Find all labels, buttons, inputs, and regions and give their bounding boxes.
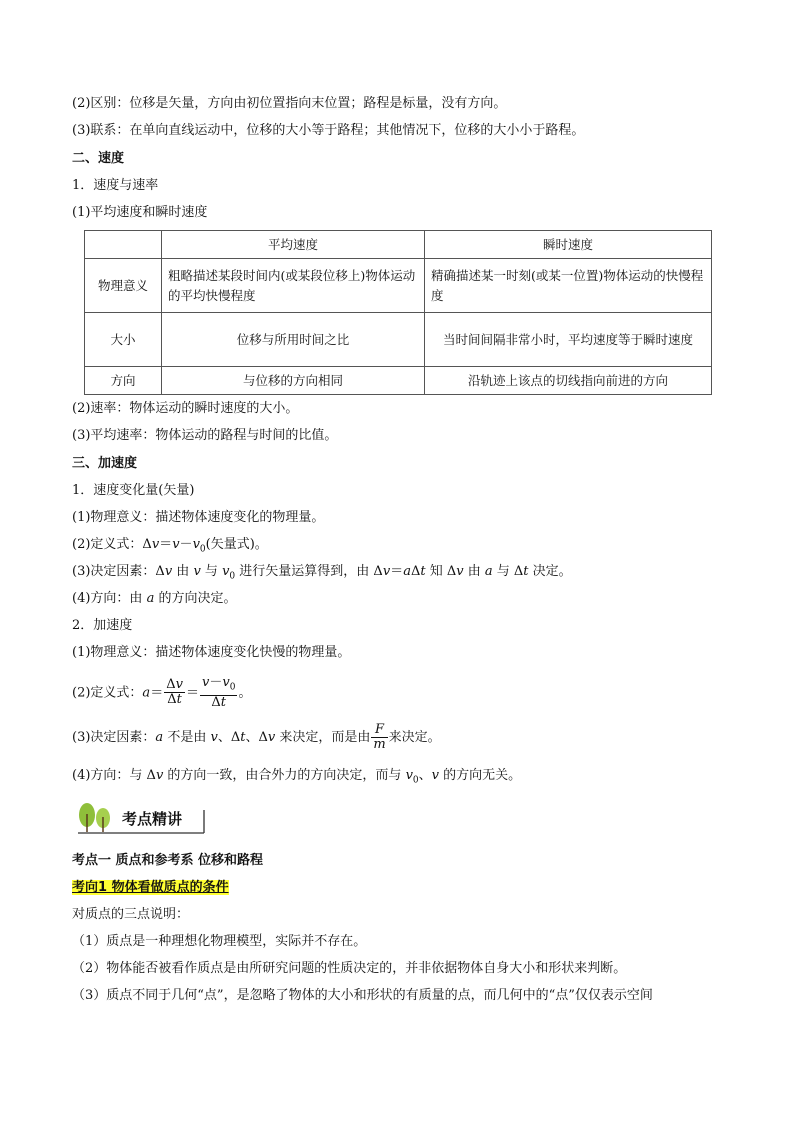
- text-line: (2)速率：物体运动的瞬时速度的大小。: [72, 401, 299, 416]
- text-line: (1)物理意义：描述物体速度变化的物理量。: [72, 510, 325, 525]
- text-line: 1．速度变化量(矢量): [72, 483, 195, 498]
- badge-label: 考点精讲: [122, 810, 183, 828]
- speed-table: [84, 230, 712, 395]
- table-cell: 与位移的方向相同: [162, 367, 425, 395]
- text-line: 2．加速度: [72, 618, 133, 633]
- row-label: 物理意义: [85, 259, 162, 313]
- section-heading-speed: 二、速度: [72, 151, 125, 166]
- text-line: 对质点的三点说明：: [72, 907, 190, 922]
- table-cell: 当时间间隔非常小时，平均速度等于瞬时速度: [425, 313, 712, 367]
- text-line: 1．速度与速率: [72, 178, 159, 193]
- row-label: 方向: [85, 367, 162, 395]
- kaodian-title: 考点一 质点和参考系 位移和路程: [72, 853, 264, 868]
- formula-line-acc-def: (2)定义式：a＝ $\frac{\Delta v}{\Delta t}$ ＝ $\frac{v-v_0}{\Delta t}$ 。: [72, 675, 252, 710]
- section-badge: [74, 802, 206, 836]
- table-cell: 位移与所用时间之比: [162, 313, 425, 367]
- formula-line-definition: (2)定义式：$\Delta v=v-v_0$(矢量式)。: [72, 537, 268, 555]
- text-line: （1）质点是一种理想化物理模型，实际并不存在。: [72, 934, 367, 949]
- section-heading-acceleration: 三、加速度: [72, 456, 138, 471]
- formula-line-direction: (4)方向：由 a 的方向决定。: [72, 591, 237, 606]
- text-line: (1)物理意义：描述物体速度变化快慢的物理量。: [72, 645, 351, 660]
- table-header: 平均速度: [162, 231, 425, 259]
- text-line: (3)平均速率：物体运动的路程与时间的比值。: [72, 428, 338, 443]
- table-cell: 粗略描述某段时间内(或某段位移上)物体运动的平均快慢程度: [162, 259, 425, 313]
- text-line: (1)平均速度和瞬时速度: [72, 205, 208, 220]
- text-line: （3）质点不同于几何“点”，是忽略了物体的大小和形状的有质量的点，而几何中的“点”仅仅表示空间: [72, 988, 653, 1003]
- table-header: 瞬时速度: [425, 231, 712, 259]
- text-line: (3)联系：在单向直线运动中，位移的大小等于路程；其他情况下，位移的大小小于路程。: [72, 123, 585, 138]
- formula-line-factors: (3)决定因素：Δv 由 v 与 $v_0$ 进行矢量运算得到，由 Δv＝aΔt 知 Δv 由 a 与 Δt 决定。: [72, 564, 572, 582]
- formula-line-acc-factors: (3)决定因素：a 不是由 v、Δt、Δv 来决定，而是由 $\frac{F}{m}$ 来决定。: [72, 722, 441, 752]
- row-label: 大小: [85, 313, 162, 367]
- formula-line-acc-direction: (4)方向：与 Δv 的方向一致，由合外力的方向决定，而与 $v_0$、v 的方向无关。: [72, 768, 522, 786]
- table-cell: 沿轨迹上该点的切线指向前进的方向: [425, 367, 712, 395]
- text-line: （2）物体能否被看作质点是由所研究问题的性质决定的，并非依据物体自身大小和形状来判断。: [72, 961, 627, 976]
- text-line: (2)区别：位移是矢量，方向由初位置指向末位置；路程是标量，没有方向。: [72, 96, 507, 111]
- kaoxiang-title: 考向1 物体看做质点的条件: [72, 880, 229, 895]
- table-cell: 精确描述某一时刻(或某一位置)物体运动的快慢程度: [425, 259, 712, 313]
